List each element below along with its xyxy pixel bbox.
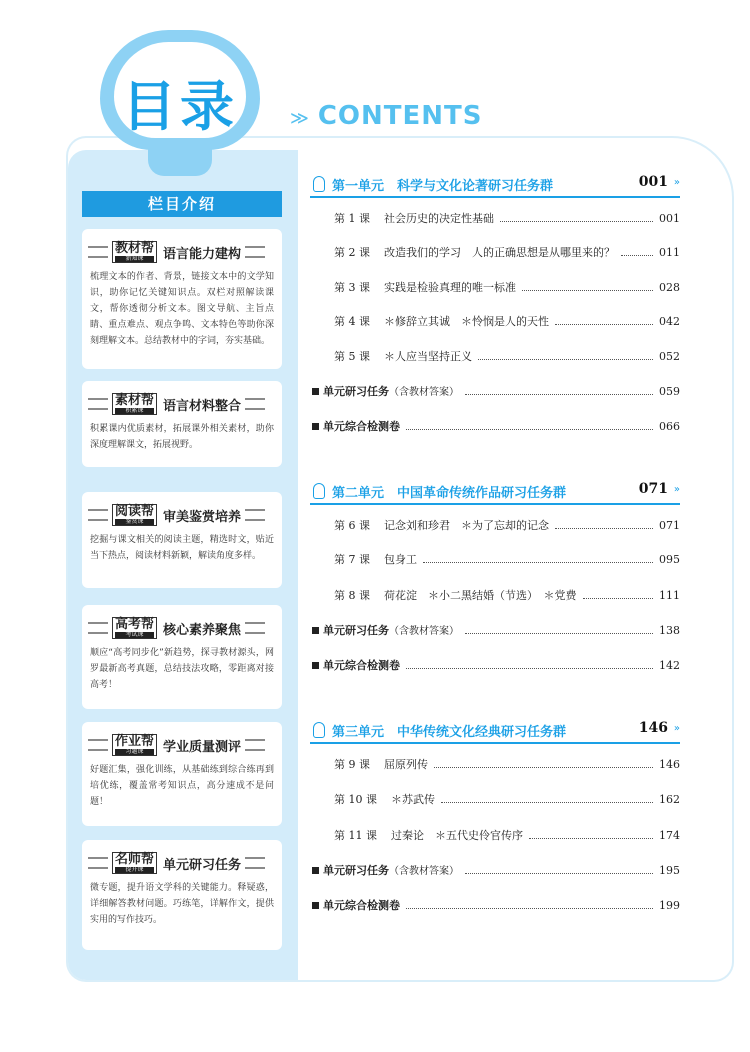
intro-card <box>82 229 282 369</box>
page-number: 199 <box>659 898 680 912</box>
page-number: 174 <box>659 828 680 842</box>
card-header <box>88 615 276 641</box>
leader-dots <box>555 528 653 529</box>
task-note: （含教材答案） <box>389 866 459 877</box>
leader-dots <box>423 562 653 563</box>
unit-title: 第二单元 中国革命传统作品研习任务群 <box>332 486 567 501</box>
badge-sub: 提升课 <box>115 867 154 873</box>
page-number: 146 <box>659 757 680 771</box>
badge-label: 高考帮 <box>115 617 155 632</box>
card-category: 语言材料整合 <box>163 398 242 414</box>
toc-entry[interactable] <box>310 242 680 262</box>
leader-dots <box>478 359 653 360</box>
task-title <box>323 897 400 913</box>
intro-card <box>82 605 282 709</box>
page-number: 011 <box>659 245 680 259</box>
toc-task-entry[interactable] <box>310 620 680 640</box>
leader-dots <box>621 255 653 256</box>
unit-header[interactable] <box>310 720 680 744</box>
task-note: （含教材答案） <box>389 387 459 398</box>
card-description: 挖掘与课文相关的阅读主题，精选时文，贴近当下热点，阅读材料新颖，解读角度多样。 <box>90 535 274 561</box>
toc-entry[interactable] <box>310 346 680 366</box>
toc-entry[interactable] <box>310 208 680 228</box>
page-number: 111 <box>659 588 680 602</box>
toc-entry[interactable] <box>310 277 680 297</box>
lesson-title: 荷花淀 ＊小二黑结婚（节选） ＊党费 <box>384 589 577 602</box>
task-label: 单元综合检测卷 <box>323 420 400 433</box>
badge-label: 素材帮 <box>115 393 155 408</box>
page-number: 052 <box>659 349 680 363</box>
intro-card <box>82 492 282 588</box>
leader-dots <box>434 767 653 768</box>
badge-label: 名师帮 <box>115 852 155 867</box>
lesson-title: ＊修辞立其诚 ＊怜悯是人的天性 <box>384 315 549 328</box>
page-number: 095 <box>659 552 680 566</box>
badge-sub: 鉴赏课 <box>115 519 154 525</box>
contents-label: CONTENTS <box>317 101 483 131</box>
lesson-title: ＊人应当坚持正义 <box>384 350 472 363</box>
task-label: 单元研习任务 <box>323 864 389 877</box>
lesson-number: 第 2 课 <box>334 246 370 259</box>
lesson-title: 记念刘和珍君 ＊为了忘却的记念 <box>384 519 549 532</box>
toc-entry[interactable] <box>310 549 680 569</box>
lesson-number: 第 7 课 <box>334 553 370 566</box>
card-category: 单元研习任务 <box>163 857 242 873</box>
lesson-number: 第 1 课 <box>334 212 370 225</box>
double-chevron-icon: ≫ <box>290 108 310 129</box>
card-description: 顺应“高考同步化”新趋势，探寻教材源头，网罗最新高考真题，总结技法攻略，零距离对接高考！ <box>90 648 274 690</box>
toc-entry[interactable] <box>310 585 680 605</box>
task-title <box>323 657 400 673</box>
leader-dots <box>441 802 653 803</box>
card-badge <box>112 734 157 756</box>
lightbulb-icon <box>313 722 325 738</box>
unit-title: 第一单元 科学与文化论著研习任务群 <box>332 179 554 194</box>
lesson-number: 第 3 课 <box>334 281 370 294</box>
unit-section <box>310 174 680 436</box>
divider <box>245 857 265 869</box>
page-number: 162 <box>659 792 680 806</box>
intro-title: 栏目介绍 <box>82 191 282 217</box>
toc-task-entry[interactable] <box>310 381 680 401</box>
page-number: 071 <box>659 518 680 532</box>
leader-dots <box>465 633 653 634</box>
page-number: 142 <box>659 658 680 672</box>
intro-card <box>82 722 282 826</box>
leader-dots <box>522 290 653 291</box>
badge-sub: 考试课 <box>115 632 154 638</box>
card-description: 积累课内优质素材，拓展课外相关素材，助你深度理解课文，拓展视野。 <box>90 424 274 450</box>
lesson-number: 第 8 课 <box>334 589 370 602</box>
bullet-square-icon <box>312 423 319 430</box>
arrow-icon: » <box>673 177 680 188</box>
unit-page: 146 <box>638 720 668 736</box>
lesson-title: 过秦论 ＊五代史伶官传序 <box>391 829 523 842</box>
toc-task-entry[interactable] <box>310 416 680 436</box>
unit-section <box>310 720 680 915</box>
bullet-square-icon <box>312 902 319 909</box>
bullet-square-icon <box>312 867 319 874</box>
page-title: 目录 <box>122 75 238 138</box>
task-title <box>323 383 459 399</box>
lightbulb-title <box>100 30 260 180</box>
card-category: 语言能力建构 <box>163 246 242 262</box>
card-badge <box>112 852 157 874</box>
leader-dots <box>555 324 653 325</box>
card-header <box>88 391 276 417</box>
page-number: 066 <box>659 419 680 433</box>
badge-sub: 习题课 <box>115 749 154 755</box>
unit-header[interactable] <box>310 481 680 505</box>
divider <box>88 622 108 634</box>
lesson-number: 第 5 课 <box>334 350 370 363</box>
divider <box>245 509 265 521</box>
card-description: 微专题，提升语文学科的关键能力。释疑惑，详细解答教材问题。巧练笔，详解作文，提供实用的写作技巧。 <box>90 883 274 925</box>
badge-sub: 新知课 <box>115 256 154 262</box>
toc-task-entry[interactable] <box>310 860 680 880</box>
card-header <box>88 732 276 758</box>
divider <box>88 398 108 410</box>
page-number: 028 <box>659 280 680 294</box>
card-header <box>88 502 276 528</box>
card-badge <box>112 504 157 526</box>
lightbulb-icon <box>313 483 325 499</box>
toc-entry[interactable] <box>310 789 680 809</box>
unit-header[interactable] <box>310 174 680 198</box>
unit-section <box>310 481 680 675</box>
lesson-title: 改造我们的学习 人的正确思想是从哪里来的？ <box>384 246 615 259</box>
card-category: 审美鉴赏培养 <box>163 509 242 525</box>
arrow-icon: » <box>673 723 680 734</box>
leader-dots <box>406 429 653 430</box>
divider <box>88 739 108 751</box>
divider <box>245 739 265 751</box>
unit-title: 第三单元 中华传统文化经典研习任务群 <box>332 725 567 740</box>
divider <box>245 246 265 258</box>
badge-label: 作业帮 <box>115 734 155 749</box>
toc-entry[interactable] <box>310 825 680 845</box>
card-description: 好题汇集，强化训练，从基础练到综合练再到培优练，覆盖常考知识点，高分速成不是问题！ <box>90 765 274 807</box>
lesson-title: 社会历史的决定性基础 <box>384 212 494 225</box>
task-label: 单元研习任务 <box>323 624 389 637</box>
toc-task-entry[interactable] <box>310 655 680 675</box>
leader-dots <box>406 908 653 909</box>
bullet-square-icon <box>312 388 319 395</box>
bullet-square-icon <box>312 627 319 634</box>
task-note: （含教材答案） <box>389 626 459 637</box>
contents-heading <box>290 101 483 131</box>
task-title <box>323 418 400 434</box>
lesson-number: 第 4 课 <box>334 315 370 328</box>
toc-entry[interactable] <box>310 515 680 535</box>
divider <box>245 398 265 410</box>
toc-task-entry[interactable] <box>310 895 680 915</box>
toc-entry[interactable] <box>310 754 680 774</box>
task-label: 单元综合检测卷 <box>323 899 400 912</box>
badge-sub: 积累课 <box>115 408 154 414</box>
lesson-title: 实践是检验真理的唯一标准 <box>384 281 516 294</box>
page-number: 195 <box>659 863 680 877</box>
page-number: 042 <box>659 314 680 328</box>
divider <box>88 857 108 869</box>
unit-page: 071 <box>638 481 668 497</box>
page-number: 138 <box>659 623 680 637</box>
divider <box>245 622 265 634</box>
page-number: 001 <box>659 211 680 225</box>
task-title <box>323 622 459 638</box>
divider <box>88 509 108 521</box>
task-title <box>323 862 459 878</box>
card-description: 梳理文本的作者、背景，链接文本中的文学知识，助你记忆关键知识点。双栏对照解读课文，帮你透彻分析文本。图文导航、主旨点睛、重点难点、观点争鸣、文本特色等助你深刻理解文本。总结教材中的字词，夯实基础。 <box>90 272 274 346</box>
leader-dots <box>406 668 653 669</box>
bullet-square-icon <box>312 662 319 669</box>
leader-dots <box>465 394 653 395</box>
lightbulb-icon <box>313 176 325 192</box>
card-category: 核心素养聚焦 <box>163 622 242 638</box>
lesson-title: ＊苏武传 <box>391 793 435 806</box>
leader-dots <box>529 838 653 839</box>
card-header <box>88 850 276 876</box>
card-category: 学业质量测评 <box>163 739 242 755</box>
task-label: 单元研习任务 <box>323 385 389 398</box>
badge-label: 教材帮 <box>115 241 155 256</box>
lesson-number: 第 9 课 <box>334 758 370 771</box>
card-badge <box>112 393 157 415</box>
lesson-number: 第 11 课 <box>334 829 377 842</box>
card-badge <box>112 617 157 639</box>
leader-dots <box>583 598 654 599</box>
lesson-title: 包身工 <box>384 553 417 566</box>
unit-page: 001 <box>638 174 668 190</box>
toc-entry[interactable] <box>310 311 680 331</box>
arrow-icon: » <box>673 484 680 495</box>
leader-dots <box>500 221 653 222</box>
lesson-title: 屈原列传 <box>384 758 428 771</box>
task-label: 单元综合检测卷 <box>323 659 400 672</box>
lesson-number: 第 6 课 <box>334 519 370 532</box>
badge-label: 阅读帮 <box>115 504 155 519</box>
leader-dots <box>465 873 653 874</box>
card-badge <box>112 241 157 263</box>
lesson-number: 第 10 课 <box>334 793 377 806</box>
intro-card <box>82 381 282 467</box>
divider <box>88 246 108 258</box>
page-number: 059 <box>659 384 680 398</box>
card-header <box>88 239 276 265</box>
intro-card <box>82 840 282 950</box>
